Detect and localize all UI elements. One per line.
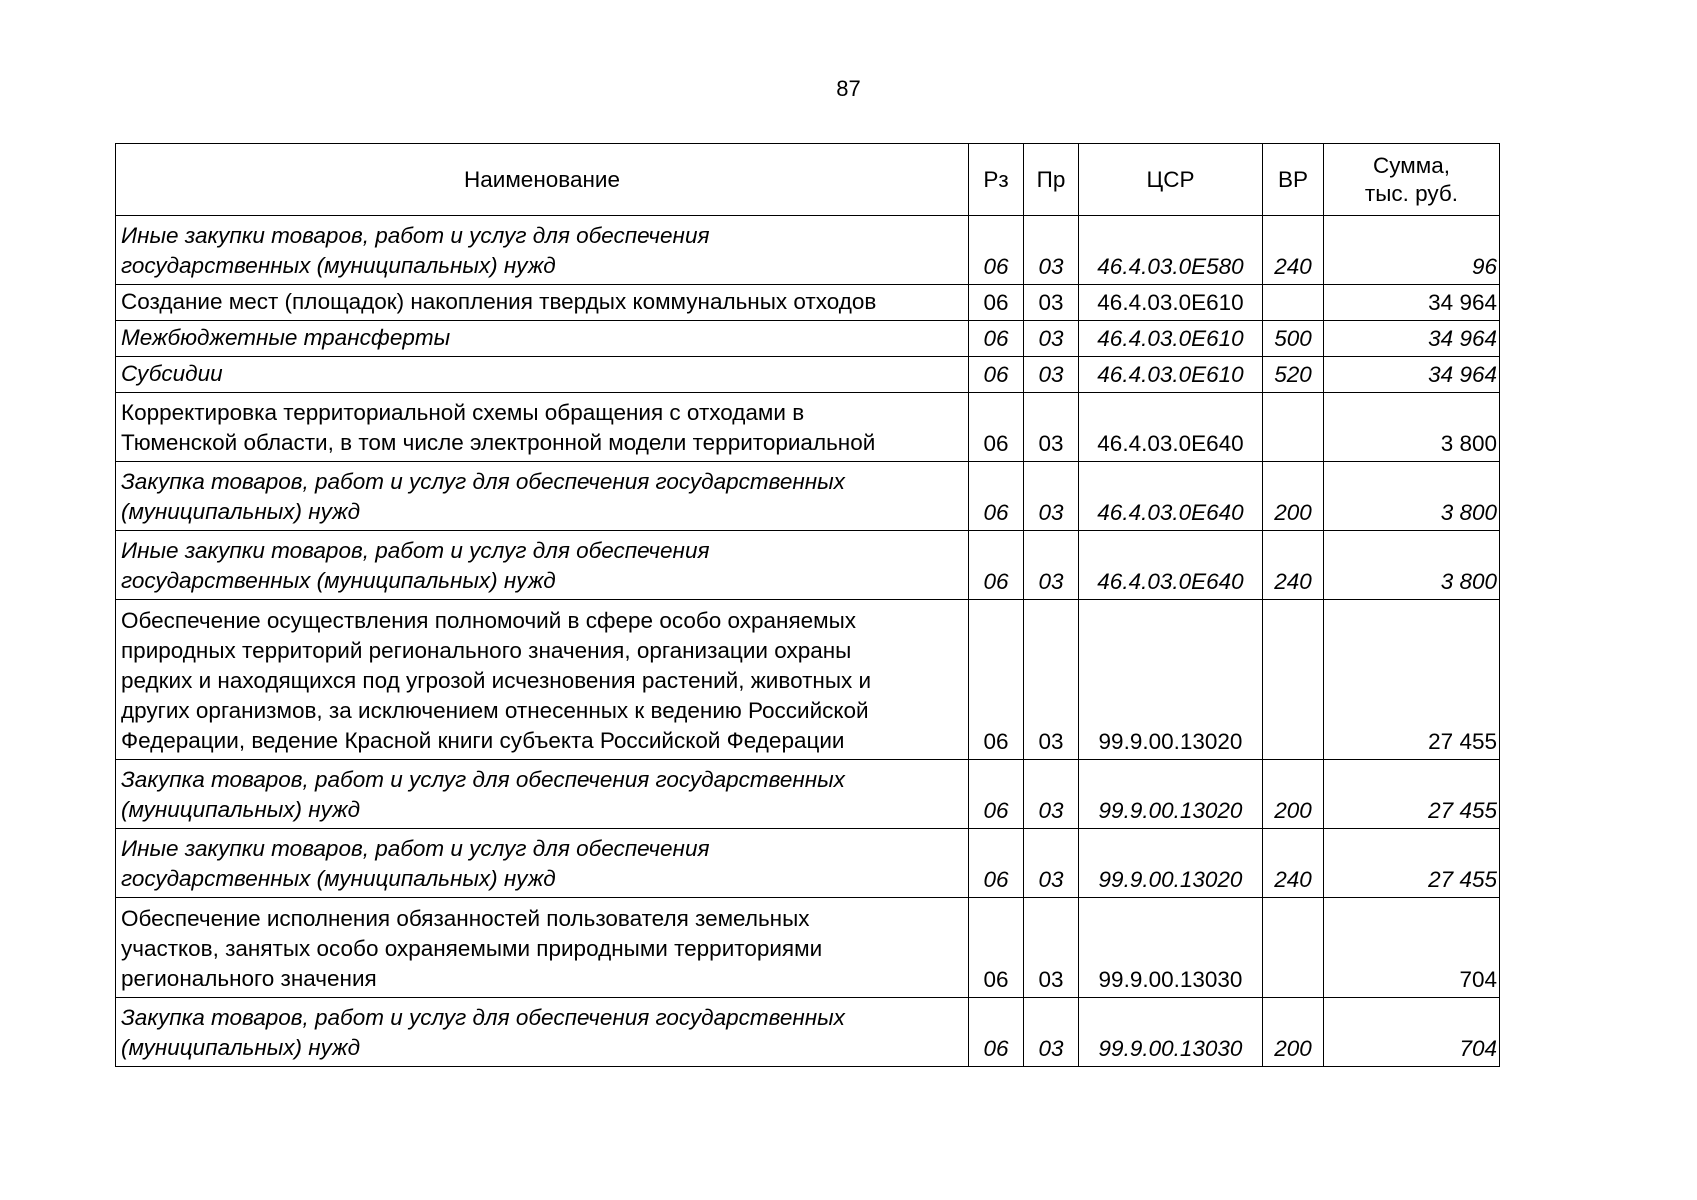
cell-csr: 46.4.03.0Е640 bbox=[1079, 462, 1263, 531]
cell-sum: 34 964 bbox=[1324, 285, 1500, 321]
cell-csr: 99.9.00.13020 bbox=[1079, 760, 1263, 829]
cell-name bbox=[116, 357, 969, 393]
cell-vr: 240 bbox=[1263, 829, 1324, 898]
cell-rz: 06 bbox=[969, 760, 1024, 829]
cell-name bbox=[116, 393, 969, 462]
cell-csr: 46.4.03.0Е610 bbox=[1079, 285, 1263, 321]
table-row bbox=[116, 829, 1500, 898]
cell-rz: 06 bbox=[969, 285, 1024, 321]
cell-rz: 06 bbox=[969, 600, 1024, 760]
cell-name bbox=[116, 998, 969, 1067]
cell-name-line: государственных (муниципальных) нужд bbox=[121, 866, 556, 891]
cell-sum: 704 bbox=[1324, 998, 1500, 1067]
cell-csr: 46.4.03.0Е610 bbox=[1079, 357, 1263, 393]
cell-name bbox=[116, 285, 969, 321]
cell-name-line: Закупка товаров, работ и услуг для обеспечения государственных bbox=[121, 1005, 845, 1030]
cell-sum: 34 964 bbox=[1324, 357, 1500, 393]
cell-csr: 46.4.03.0Е610 bbox=[1079, 321, 1263, 357]
cell-vr bbox=[1263, 898, 1324, 998]
cell-sum: 3 800 bbox=[1324, 393, 1500, 462]
table-body bbox=[116, 216, 1500, 1067]
cell-vr bbox=[1263, 393, 1324, 462]
table-row bbox=[116, 898, 1500, 998]
cell-sum: 27 455 bbox=[1324, 600, 1500, 760]
cell-name-line: Иные закупки товаров, работ и услуг для обеспечения bbox=[121, 538, 710, 563]
cell-csr: 46.4.03.0Е580 bbox=[1079, 216, 1263, 285]
cell-name bbox=[116, 760, 969, 829]
cell-csr: 99.9.00.13030 bbox=[1079, 998, 1263, 1067]
cell-rz: 06 bbox=[969, 393, 1024, 462]
cell-sum: 96 bbox=[1324, 216, 1500, 285]
header-row bbox=[116, 144, 1500, 216]
cell-vr: 240 bbox=[1263, 216, 1324, 285]
cell-name bbox=[116, 531, 969, 600]
cell-name bbox=[116, 462, 969, 531]
cell-name bbox=[116, 600, 969, 760]
cell-rz: 06 bbox=[969, 357, 1024, 393]
cell-name-line: Создание мест (площадок) накопления твердых коммунальных отходов bbox=[121, 289, 877, 314]
cell-rz: 06 bbox=[969, 898, 1024, 998]
cell-rz: 06 bbox=[969, 321, 1024, 357]
cell-pr: 03 bbox=[1024, 321, 1079, 357]
cell-pr: 03 bbox=[1024, 998, 1079, 1067]
cell-sum: 27 455 bbox=[1324, 760, 1500, 829]
cell-name-line: Иные закупки товаров, работ и услуг для обеспечения bbox=[121, 836, 710, 861]
cell-name-line: участков, занятых особо охраняемыми природными территориями bbox=[121, 936, 823, 961]
cell-name-line: регионального значения bbox=[121, 966, 377, 991]
cell-csr: 99.9.00.13020 bbox=[1079, 829, 1263, 898]
table-row bbox=[116, 531, 1500, 600]
table-row bbox=[116, 285, 1500, 321]
cell-csr: 99.9.00.13030 bbox=[1079, 898, 1263, 998]
cell-name-line: Тюменской области, в том числе электронной модели территориальной bbox=[121, 430, 876, 455]
cell-pr: 03 bbox=[1024, 760, 1079, 829]
header-pr: Пр bbox=[1024, 144, 1079, 216]
table-row bbox=[116, 600, 1500, 760]
cell-name-line: Корректировка территориальной схемы обращения с отходами в bbox=[121, 400, 805, 425]
cell-csr: 46.4.03.0Е640 bbox=[1079, 393, 1263, 462]
header-sum-line2: тыс. руб. bbox=[1364, 180, 1459, 206]
table-row bbox=[116, 216, 1500, 285]
cell-name-line: (муниципальных) нужд bbox=[121, 499, 361, 524]
cell-sum: 704 bbox=[1324, 898, 1500, 998]
header-rz: Рз bbox=[969, 144, 1024, 216]
cell-name-line: других организмов, за исключением отнесенных к ведению Российской bbox=[121, 698, 869, 723]
cell-pr: 03 bbox=[1024, 829, 1079, 898]
cell-name bbox=[116, 216, 969, 285]
cell-vr: 240 bbox=[1263, 531, 1324, 600]
header-csr: ЦСР bbox=[1079, 144, 1263, 216]
cell-pr: 03 bbox=[1024, 531, 1079, 600]
cell-name-line: редких и находящихся под угрозой исчезновения растений, животных и bbox=[121, 668, 872, 693]
cell-vr: 200 bbox=[1263, 998, 1324, 1067]
cell-pr: 03 bbox=[1024, 600, 1079, 760]
cell-name-line: (муниципальных) нужд bbox=[121, 1035, 361, 1060]
cell-vr: 200 bbox=[1263, 462, 1324, 531]
cell-sum: 34 964 bbox=[1324, 321, 1500, 357]
cell-rz: 06 bbox=[969, 531, 1024, 600]
cell-csr: 99.9.00.13020 bbox=[1079, 600, 1263, 760]
cell-sum: 3 800 bbox=[1324, 462, 1500, 531]
table-row bbox=[116, 998, 1500, 1067]
table-row bbox=[116, 321, 1500, 357]
cell-name bbox=[116, 829, 969, 898]
table-row bbox=[116, 393, 1500, 462]
cell-pr: 03 bbox=[1024, 462, 1079, 531]
header-sum bbox=[1324, 144, 1500, 216]
header-name: Наименование bbox=[116, 144, 969, 216]
page-number: 87 bbox=[836, 76, 861, 101]
cell-pr: 03 bbox=[1024, 285, 1079, 321]
cell-name-line: Обеспечение осуществления полномочий в сфере особо охраняемых bbox=[121, 608, 857, 633]
cell-name-line: государственных (муниципальных) нужд bbox=[121, 568, 556, 593]
cell-name bbox=[116, 898, 969, 998]
cell-rz: 06 bbox=[969, 462, 1024, 531]
cell-vr: 500 bbox=[1263, 321, 1324, 357]
cell-pr: 03 bbox=[1024, 216, 1079, 285]
cell-name-line: Обеспечение исполнения обязанностей пользователя земельных bbox=[121, 906, 810, 931]
cell-pr: 03 bbox=[1024, 898, 1079, 998]
table-row bbox=[116, 357, 1500, 393]
cell-name-line: Межбюджетные трансферты bbox=[121, 325, 451, 350]
cell-rz: 06 bbox=[969, 216, 1024, 285]
cell-name-line: Иные закупки товаров, работ и услуг для обеспечения bbox=[121, 223, 710, 248]
cell-name-line: Субсидии bbox=[121, 361, 223, 386]
cell-vr bbox=[1263, 285, 1324, 321]
cell-name-line: природных территорий регионального значения, организации охраны bbox=[121, 638, 852, 663]
header-vr: ВР bbox=[1263, 144, 1324, 216]
cell-name-line: государственных (муниципальных) нужд bbox=[121, 253, 556, 278]
cell-name bbox=[116, 321, 969, 357]
cell-pr: 03 bbox=[1024, 393, 1079, 462]
cell-sum: 27 455 bbox=[1324, 829, 1500, 898]
cell-vr: 520 bbox=[1263, 357, 1324, 393]
cell-csr: 46.4.03.0Е640 bbox=[1079, 531, 1263, 600]
cell-name-line: Закупка товаров, работ и услуг для обеспечения государственных bbox=[121, 469, 845, 494]
table-row bbox=[116, 760, 1500, 829]
cell-name-line: (муниципальных) нужд bbox=[121, 797, 361, 822]
cell-name-line: Федерации, ведение Красной книги субъекта Российской Федерации bbox=[121, 728, 845, 753]
header-sum-line1: Сумма, bbox=[1373, 152, 1450, 178]
budget-table bbox=[115, 143, 1500, 1067]
cell-vr bbox=[1263, 600, 1324, 760]
cell-rz: 06 bbox=[969, 998, 1024, 1067]
cell-name-line: Закупка товаров, работ и услуг для обеспечения государственных bbox=[121, 767, 845, 792]
cell-rz: 06 bbox=[969, 829, 1024, 898]
cell-vr: 200 bbox=[1263, 760, 1324, 829]
cell-pr: 03 bbox=[1024, 357, 1079, 393]
cell-sum: 3 800 bbox=[1324, 531, 1500, 600]
table-row bbox=[116, 462, 1500, 531]
